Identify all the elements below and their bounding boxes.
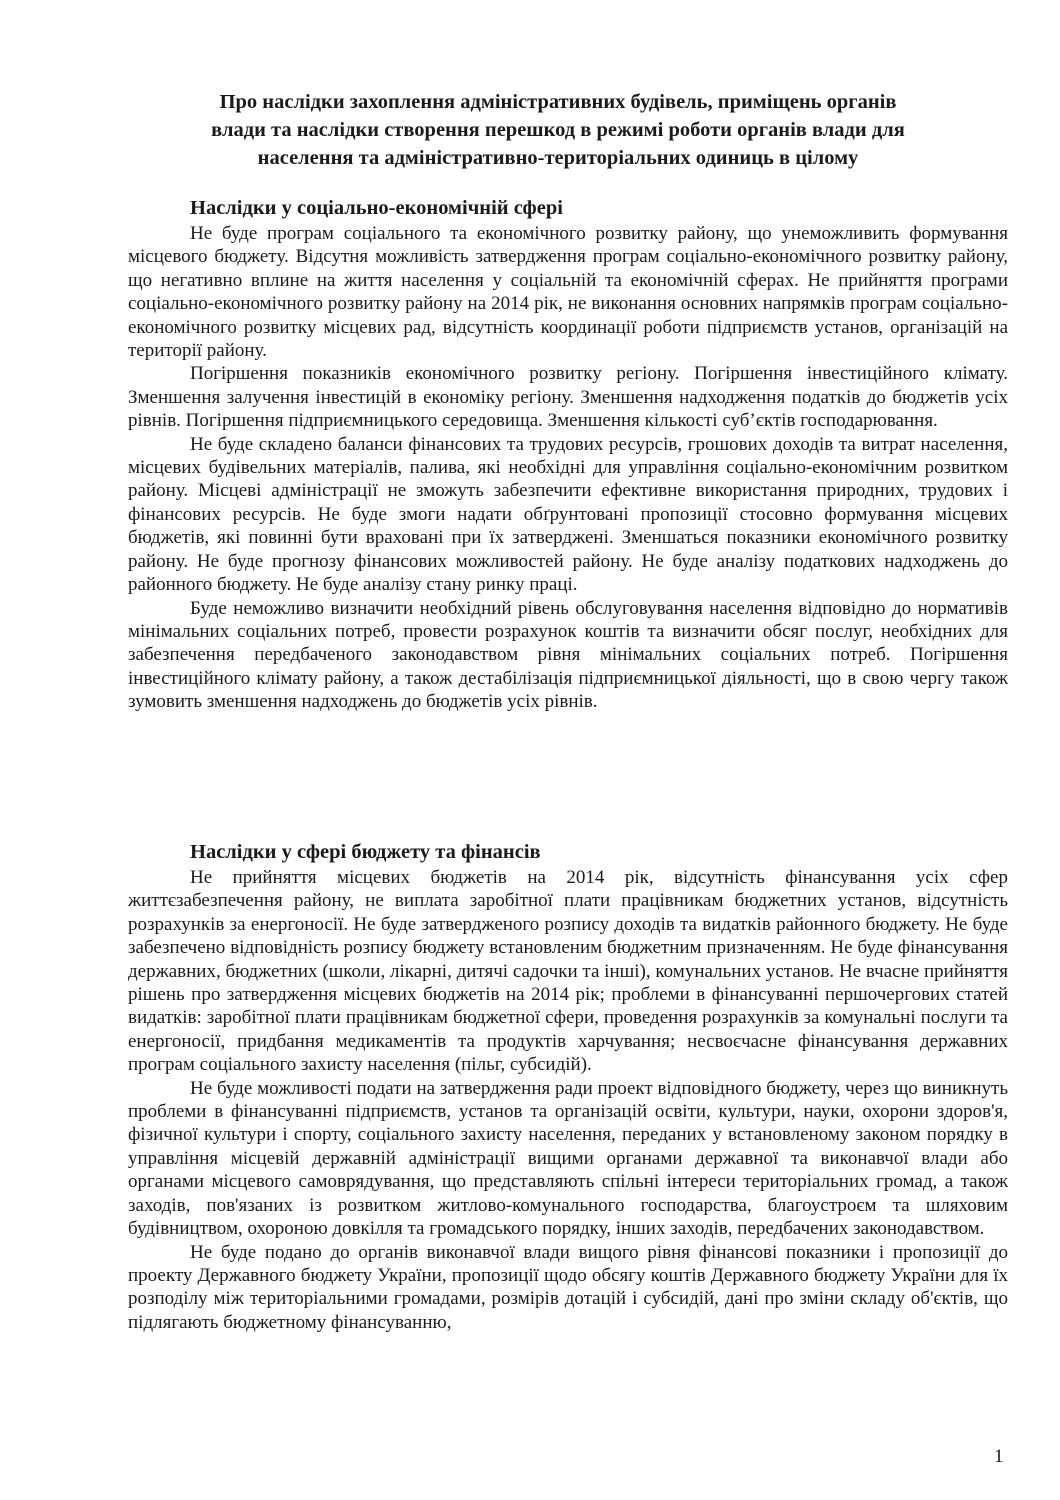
section-socio-economic <box>128 196 1008 714</box>
title-line: Про наслідки захоплення адміністративних будівель, приміщень органів <box>219 91 897 113</box>
paragraph: Погіршення показників економічного розвитку регіону. Погіршення інвестиційного клімату. Зменшення залучення інвестицій в економіку регіону. Зменшення надходження податків до бюджетів усіх рівнів. Погіршення підприємницького середовища. Зменшення кількості суб’єктів господарювання. <box>128 363 1008 432</box>
paragraph: Не буде можливості подати на затвердження ради проект відповідного бюджету, через що виникнуть проблеми в фінансуванні підприємств, установ та організацій освіти, культури, науки, охорони здоров'я, фізичної культури і спорту, соціального захисту населення, переданих у встановленому законом порядку в управління місцевій державній адміністрації вищими органами державної та виконавчої влади або органами місцевого самоврядування, що представляють спільні інтереси територіальних громад, а також заходів, пов'язаних із розвитком житлово-комунального господарства, благоустроєм та шляховим будівництвом, охороною довкілля та громадського порядку, інших заходів, передбачених законодавством. <box>128 1077 1008 1240</box>
section-budget-finance <box>128 840 1008 1334</box>
page-number: 1 <box>994 1446 1004 1467</box>
paragraph: Не буде складено баланси фінансових та трудових ресурсів, грошових доходів та витрат населення, місцевих будівельних матеріалів, палива, які необхідні для управління соціально-економічним розвитком району. Місцеві адміністрації не зможуть забезпечити ефективне використання природних, трудових і фінансових ресурсів. Не буде змоги надати обґрунтовані пропозиції стосовно формування місцевих бюджетів, які повинні бути враховані при їх затверджені. Зменшаться показники економічного розвитку району. Не буде прогнозу фінансових можливостей району. Не буде аналізу податкових надходжень до районного бюджету. Не буде аналізу стану ринку праці. <box>128 433 1008 596</box>
paragraph: Буде неможливо визначити необхідний рівень обслуговування населення відповідно до нормативів мінімальних соціальних потреб, провести розрахунок коштів та визначити обсяг послуг, необхідних для забезпечення передбаченого законодавством рівня мінімальних соціальних потреб. Погіршення інвестиційного клімату району, а також дестабілізація підприємницької діяльності, що в свою чергу також зумовить зменшення надходжень до бюджетів усіх рівнів. <box>128 597 1008 713</box>
section-heading: Наслідки у соціально-економічній сфері <box>190 197 563 219</box>
paragraph: Не прийняття місцевих бюджетів на 2014 рік, відсутність фінансування усіх сфер життєзабезпечення району, не виплата заробітної плати працівникам бюджетних установ, відсутність розрахунків за енергоносії. Не буде затвердженого розпису доходів та видатків районного бюджету. Не буде забезпечено відповідність розпису бюджету встановленим бюджетним призначенням. Не буде фінансування державних, бюджетних (школи, лікарні, дитячі садочки та інші), комунальних установ. Не вчасне прийняття рішень про затвердження місцевих бюджетів на 2014 рік; проблеми в фінансуванні першочергових статей видатків: заробітної плати працівникам бюджетної сфери, проведення розрахунків за комунальні послуги та енергоносії, придбання медикаментів та продуктів харчування; несвоєчасне фінансування державних програм соціального захисту населення (пільг, субсидій). <box>128 867 1008 1076</box>
paragraph: Не буде програм соціального та економічного розвитку району, що унеможливить формування місцевого бюджету. Відсутня можливість затвердження програм соціально-економічного розвитку району, що негативно вплине на життя населення у соціальній та економічній сферах. Не прийняття програми соціально-економічного розвитку району на 2014 рік, не виконання основних напрямків програм соціально-економічного розвитку місцевих рад, відсутність координації роботи підприємств установ, організацій на території району. <box>128 223 1008 362</box>
document-title <box>128 88 988 172</box>
paragraph: Не буде подано до органів виконавчої влади вищого рівня фінансові показники і пропозиції до проекту Державного бюджету України, пропозиції щодо обсягу коштів Державного бюджету України для їх розподілу між територіальними громадами, розмірів дотацій і субсидій, дані про зміни складу об'єктів, що підлягають бюджетному фінансуванню, <box>128 1241 1008 1333</box>
title-line: населення та адміністративно-територіальних одиниць в цілому <box>257 147 859 169</box>
section-heading: Наслідки у сфері бюджету та фінансів <box>190 841 541 863</box>
title-line: влади та наслідки створення перешкод в режимі роботи органів влади для <box>211 119 905 141</box>
